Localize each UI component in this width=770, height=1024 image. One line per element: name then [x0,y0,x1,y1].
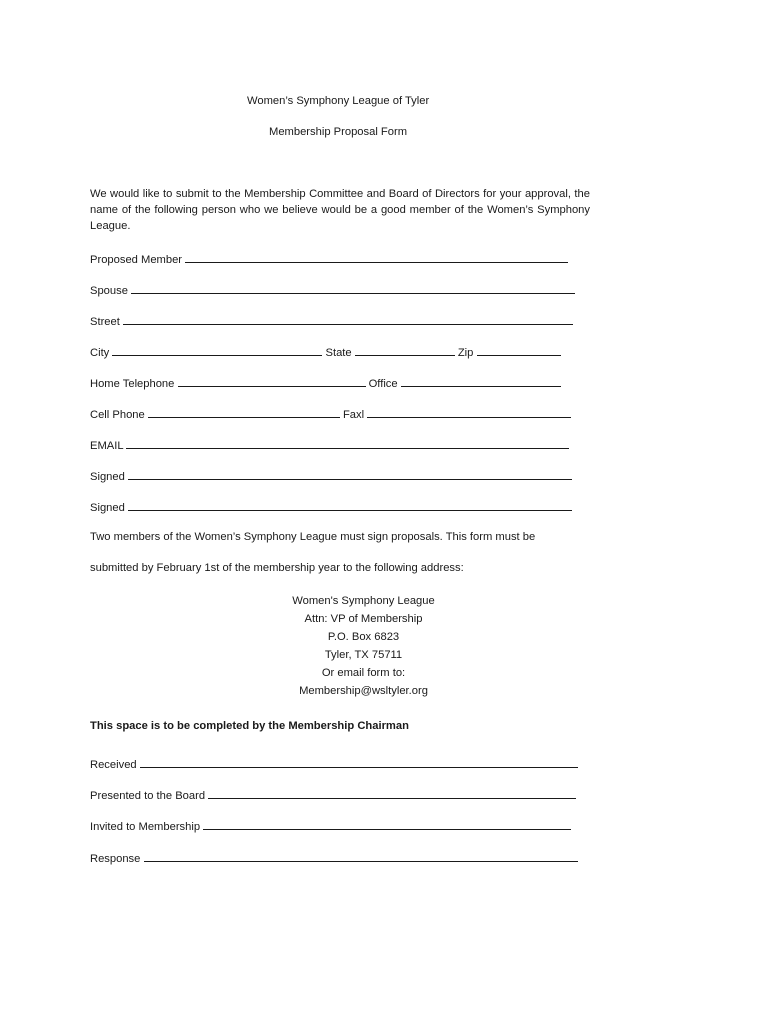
proposed-member-label: Proposed Member [90,254,183,266]
received-field[interactable] [140,756,578,768]
response-row [90,850,578,865]
zip-label: Zip [457,347,474,359]
invited-row [90,818,571,833]
cell-phone-field[interactable] [148,406,340,418]
city-row [90,344,561,359]
presented-label: Presented to the Board [90,790,206,802]
signed-row-2 [90,499,572,514]
spouse-field[interactable] [131,282,575,294]
state-field[interactable] [355,344,455,356]
office-field[interactable] [401,375,561,387]
signed-label: Signed [90,502,125,514]
instructions-line-2: submitted by February 1st of the membership year to the following address: [90,562,464,574]
invited-field[interactable] [203,818,571,830]
street-row [90,313,573,328]
intro-paragraph: We would like to submit to the Membership Committee and Board of Directors for your approval, the name of the following person who we believe would be a good member of the Women’s Symphony League. [90,188,590,232]
cell-phone-label: Cell Phone [90,409,145,421]
presented-field[interactable] [208,787,576,799]
email-label: EMAIL [90,440,124,452]
proposed-member-row [90,251,568,266]
street-label: Street [90,316,120,328]
address-line: Women's Symphony League [292,595,435,607]
zip-field[interactable] [477,344,561,356]
spouse-row [90,282,575,297]
form-title: Membership Proposal Form [269,126,408,138]
address-line: Attn: VP of Membership [304,613,423,625]
spouse-label: Spouse [90,285,128,297]
email-field[interactable] [126,437,569,449]
email-row [90,437,569,452]
received-label: Received [90,759,137,771]
street-field[interactable] [123,313,573,325]
mailing-address [0,592,727,700]
state-label: State [325,347,352,359]
fax-label: Faxl [342,409,365,421]
address-line: P.O. Box 6823 [327,631,400,643]
response-field[interactable] [144,850,578,862]
signed-row-1 [90,468,572,483]
fax-field[interactable] [367,406,571,418]
address-line: Or email form to: [321,667,406,679]
signed-label: Signed [90,471,125,483]
office-label: Office [368,378,398,390]
home-telephone-field[interactable] [178,375,366,387]
proposed-member-field[interactable] [185,251,568,263]
telephone-row [90,375,561,390]
cell-fax-row [90,406,571,421]
presented-row [90,787,576,802]
city-label: City [90,347,110,359]
address-line: Tyler, TX 75711 [324,649,403,661]
invited-label: Invited to Membership [90,821,201,833]
city-field[interactable] [112,344,322,356]
response-label: Response [90,853,141,865]
signature-field[interactable] [128,468,572,480]
org-title: Women’s Symphony League of Tyler [247,95,430,107]
instructions-line-1: Two members of the Women’s Symphony League must sign proposals. This form must be [90,531,536,543]
received-row [90,756,578,771]
email-address: Membership@wsltyler.org [299,685,428,697]
chairman-heading: This space is to be completed by the Membership Chairman [90,720,409,732]
signature-field[interactable] [128,499,572,511]
home-telephone-label: Home Telephone [90,378,175,390]
